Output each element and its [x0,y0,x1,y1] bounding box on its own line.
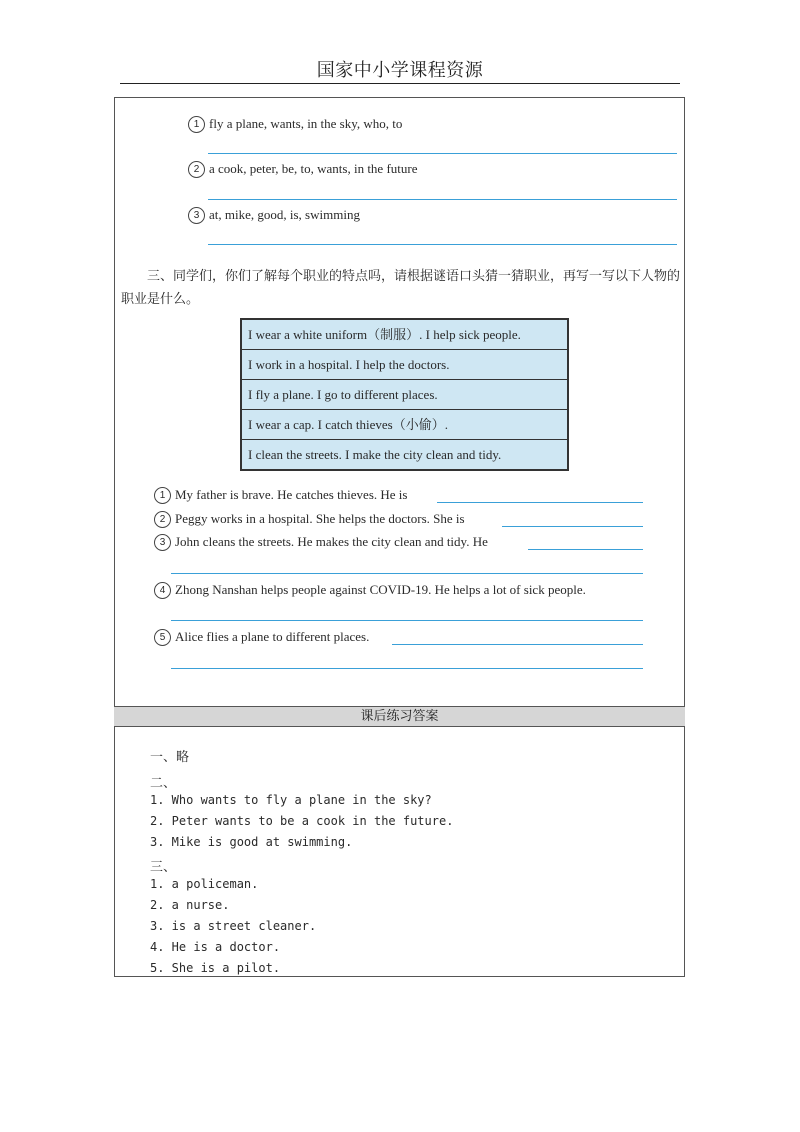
ordering-item-text: a cook, peter, be, to, wants, in the future [209,161,418,176]
answer-key-line: 1. a policeman. [150,877,259,891]
ordering-item-3 [188,207,360,224]
answer-blank-line[interactable] [502,526,643,527]
answer-key-line: 2. Peter wants to be a cook in the future. [150,814,454,828]
answer-blank-line[interactable] [437,502,643,503]
answer-key-line: 一、略 [150,750,190,765]
answer-blank-line[interactable] [208,153,677,154]
page-header-title: 国家中小学课程资源 [316,60,484,81]
riddle-row: I clean the streets. I make the city clean and tidy. [248,447,502,462]
answer-key-line: 3. Mike is good at swimming. [150,835,353,849]
answer-blank-line[interactable] [171,620,643,621]
answer-key-line: 1. Who wants to fly a plane in the sky? [150,793,432,807]
answer-key-line: 4. He is a doctor. [150,940,281,954]
section3-instruction: 三、同学们，你们了解每个职业的特点吗，请根据谜语口头猜一猜职业，再写一写以下人物的职业是什么。 [121,269,681,307]
ordering-item-2 [188,161,418,178]
question-text: Peggy works in a hospital. She helps the doctors. She is [175,511,465,526]
answer-key-line: 三、 [150,860,177,875]
number-badge: 2 [188,161,205,178]
question-text: My father is brave. He catches thieves. He is [175,487,408,502]
answers-section-bar: 课后练习答案 [114,706,685,727]
number-badge: 3 [154,534,171,551]
ordering-item-text: at, mike, good, is, swimming [209,207,360,222]
question-3 [154,534,488,551]
riddle-row: I wear a cap. I catch thieves（小偷）. [242,410,567,440]
answer-key-line: 二、 [150,776,177,791]
riddle-row: I wear a white uniform（制服）. I help sick people. [242,320,567,350]
answer-blank-line[interactable] [171,573,643,574]
answer-blank-line[interactable] [528,549,643,550]
header-divider [120,83,680,84]
question-5 [154,629,369,646]
question-1 [154,487,407,504]
number-badge: 1 [188,116,205,133]
riddle-row: I fly a plane. I go to different places. [242,380,567,410]
question-text: Zhong Nanshan helps people against COVID-19. He helps a lot of sick people. [175,582,586,597]
question-text: Alice flies a plane to different places. [175,629,370,644]
question-4 [154,582,586,599]
answer-key-line: 3. is a street cleaner. [150,919,317,933]
number-badge: 2 [154,511,171,528]
question-text: John cleans the streets. He makes the city clean and tidy. He [175,534,488,549]
riddle-table [240,318,569,471]
answer-blank-line[interactable] [171,668,643,669]
ordering-item-1 [188,116,402,133]
question-2 [154,511,465,528]
ordering-item-text: fly a plane, wants, in the sky, who, to [209,116,403,131]
number-badge: 1 [154,487,171,504]
answer-blank-line[interactable] [392,644,643,645]
answer-key-line: 5. She is a pilot. [150,961,281,975]
riddle-row: I work in a hospital. I help the doctors. [242,350,567,380]
answer-blank-line[interactable] [208,244,677,245]
number-badge: 5 [154,629,171,646]
answer-blank-line[interactable] [208,199,677,200]
number-badge: 3 [188,207,205,224]
answer-key-line: 2. a nurse. [150,898,230,912]
number-badge: 4 [154,582,171,599]
